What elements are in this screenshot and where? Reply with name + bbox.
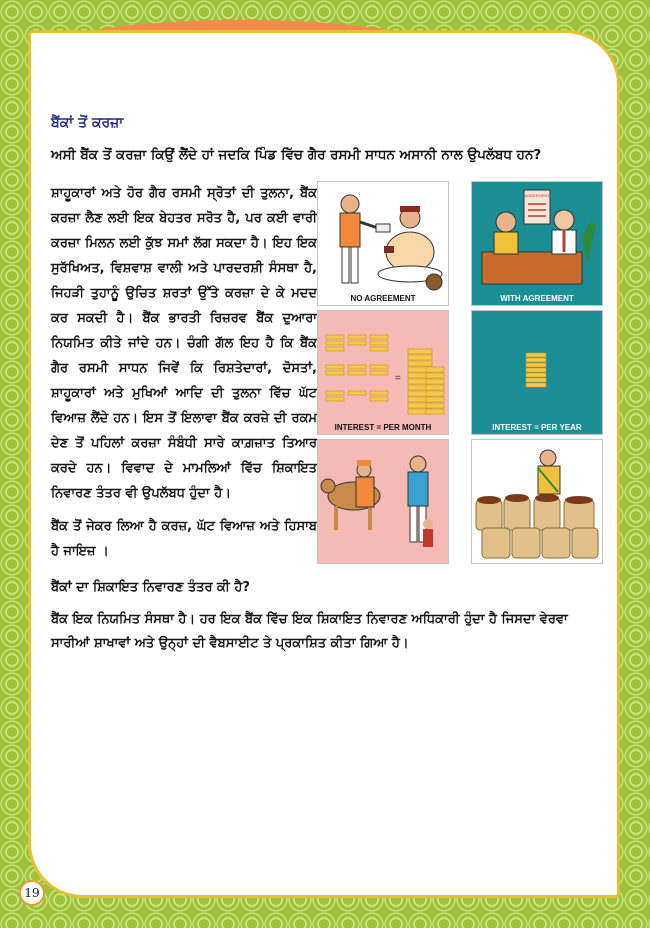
question-heading-2: ਬੈਂਕਾਂ ਦਾ ਸ਼ਿਕਾਇਤ ਨਿਵਾਰਣ ਤੰਤਰ ਕੀ ਹੈ? xyxy=(51,580,250,595)
agreement-doc-label: AGREEMENT xyxy=(524,193,550,198)
body-text-column xyxy=(51,181,317,572)
caption-interest-year: INTEREST = PER YEAR xyxy=(492,423,582,432)
illustration-no-agreement xyxy=(317,181,449,306)
content-area xyxy=(51,115,603,664)
bank-desk-illustration xyxy=(472,182,602,305)
coin-stack-year xyxy=(472,311,602,434)
caption-no-agreement: NO AGREEMENT xyxy=(350,294,416,303)
illustration-interest-month xyxy=(317,310,449,435)
page-number-badge: 19 xyxy=(19,880,45,906)
page-panel xyxy=(28,30,620,898)
illustration-farmer-cow xyxy=(317,439,449,564)
grain-sacks-illustration xyxy=(472,440,602,563)
paragraph-2: ਬੈਂਕ ਤੋਂ ਜੇਕਰ ਲਿਆ ਹੈ ਕਰਜ਼, ਘੱਟ ਵਿਆਜ਼ ਅਤੇ ਹਿਸਾਬ ਹੈ ਜਾਇਜ਼ । xyxy=(51,519,317,559)
illustration-grain-sacks xyxy=(471,439,603,564)
paragraph-3: ਬੈਂਕ ਇਕ ਨਿਯਮਿਤ ਸੰਸਥਾ ਹੈ। ਹਰ ਇਕ ਬੈਂਕ ਵਿੱਚ ਇਕ ਸ਼ਿਕਾਇਤ ਨਿਵਾਰਣ ਅਧਿਕਾਰੀ ਹੁੰਦਾ ਹੈ ਜਿਸਦਾ ਵੇਰਵਾ ਸਾਰੀਆਂ ਸ਼ਾਖਾਵਾਂ ਅਤੇ ਉਨ੍ਹਾਂ ਦੀ ਵੈਬਸਾਈਟ ਤੇ ਪ੍ਰਕਾਸ਼ਿਤ ਕੀਤਾ ਗਿਆ ਹੈ। xyxy=(51,612,568,651)
illustration-with-agreement xyxy=(471,181,603,306)
caption-with-agreement: WITH AGREEMENT xyxy=(500,294,574,303)
coin-stacks-month xyxy=(318,311,448,434)
paragraph-1: ਸ਼ਾਹੂਕਾਰਾਂ ਅਤੇ ਹੋਰ ਗੈਰ ਰਸਮੀ ਸ੍ਰੋਤਾਂ ਦੀ ਤੁਲਨਾ, ਬੈਂਕ ਕਰਜ਼ਾ ਲੈਣ ਲਈ ਇਕ ਬੇਹਤਰ ਸਰੋਤ ਹੈ, ਪਰ ਕਈ ਵਾਰੀ ਕਰਜ਼ਾ ਮਿਲਨ ਲਈ ਕੁੱਝ ਸਮਾਂ ਲੱਗ ਸਕਦਾ ਹੈ। ਇਹ ਇਕ ਸੁਰੱਖਿਅਤ, ਵਿਸ਼ਵਾਸ਼ ਵਾਲੀ ਅਤੇ ਪਾਰਦਰਸ਼ੀ ਸੰਸਥਾ ਹੈ, ਜਿਹੜੀ ਤੁਹਾਨੂੰ ਉਚਿਤ ਸ਼ਰਤਾਂ ਉੱਤੇ ਕਰਜ਼ਾ ਦੇ ਕੇ ਮਦਦ ਕਰ ਸਕਦੀ ਹੈ। ਬੈਂਕ ਭਾਰਤੀ ਰਿਜ਼ਰਵ ਬੈਂਕ ਦੁਆਰਾ ਨਿਯਮਿਤ ਕੀਤੇ ਜਾਂਦੇ ਹਨ। ਚੰਗੀ ਗੱਲ ਇਹ ਹੈ ਕਿ ਬੈਂਕ ਗੈਰ ਰਸਮੀ ਸਾਧਨ ਜਿਵੇਂ ਕਿ ਰਿਸ਼ਤੇਦਾਰਾਂ, ਦੋਸਤਾਂ, ਸ਼ਾਹੂਕਾਰਾਂ ਅਤੇ ਮੁਖਿਆਂ ਆਦਿ ਦੀ ਤੁਲਨਾ ਵਿੱਚ ਘੱਟ ਵਿਆਜ਼ ਲੈਂਦੇ ਹਨ। ਇਸ ਤੋਂ ਇਲਾਵਾ ਬੈਂਕ ਕਰਜ਼ੇ ਦੀ ਰਕਮ ਦੇਣ ਤੋਂ ਪਹਿਲਾਂ ਕਰਜ਼ਾ ਸੰਬੰਧੀ ਸਾਰੇ ਕਾਗ਼ਜ਼ਾਤ ਤਿਆਰ ਕਰਦੇ ਹਨ। ਵਿਵਾਦ ਦੇ ਮਾਮਲਿਆਂ ਵਿੱਚ ਸ਼ਿਕਾਇਤ ਨਿਵਾਰਣ ਤੰਤਰ ਵੀ ਉਪਲੱਬਧ ਹੁੰਦਾ ਹੈ। xyxy=(51,186,317,501)
caption-interest-month: INTEREST = PER MONTH xyxy=(334,423,432,432)
lower-section xyxy=(51,576,603,656)
two-column-section xyxy=(51,181,603,572)
illustration-interest-year xyxy=(471,310,603,435)
question-heading-1: ਅਸੀ ਬੈਂਕ ਤੋਂ ਕਰਜ਼ਾ ਕਿਉਂ ਲੈਂਦੇ ਹਾਂ ਜਦਕਿ ਪਿੰਡ ਵਿੱਚ ਗੈਰ ਰਸਮੀ ਸਾਧਨ ਅਸਾਨੀ ਨਾਲ ਉਪਲੱਬਧ ਹਨ? xyxy=(51,147,542,163)
moneylender-handshake-illustration xyxy=(318,182,448,305)
section-heading: ਬੈਂਕਾਂ ਤੋਂ ਕਰਜ਼ਾ xyxy=(51,115,124,131)
svg-text:=: = xyxy=(395,373,401,384)
illustration-grid xyxy=(317,181,603,572)
farmer-cow-illustration xyxy=(318,440,448,563)
